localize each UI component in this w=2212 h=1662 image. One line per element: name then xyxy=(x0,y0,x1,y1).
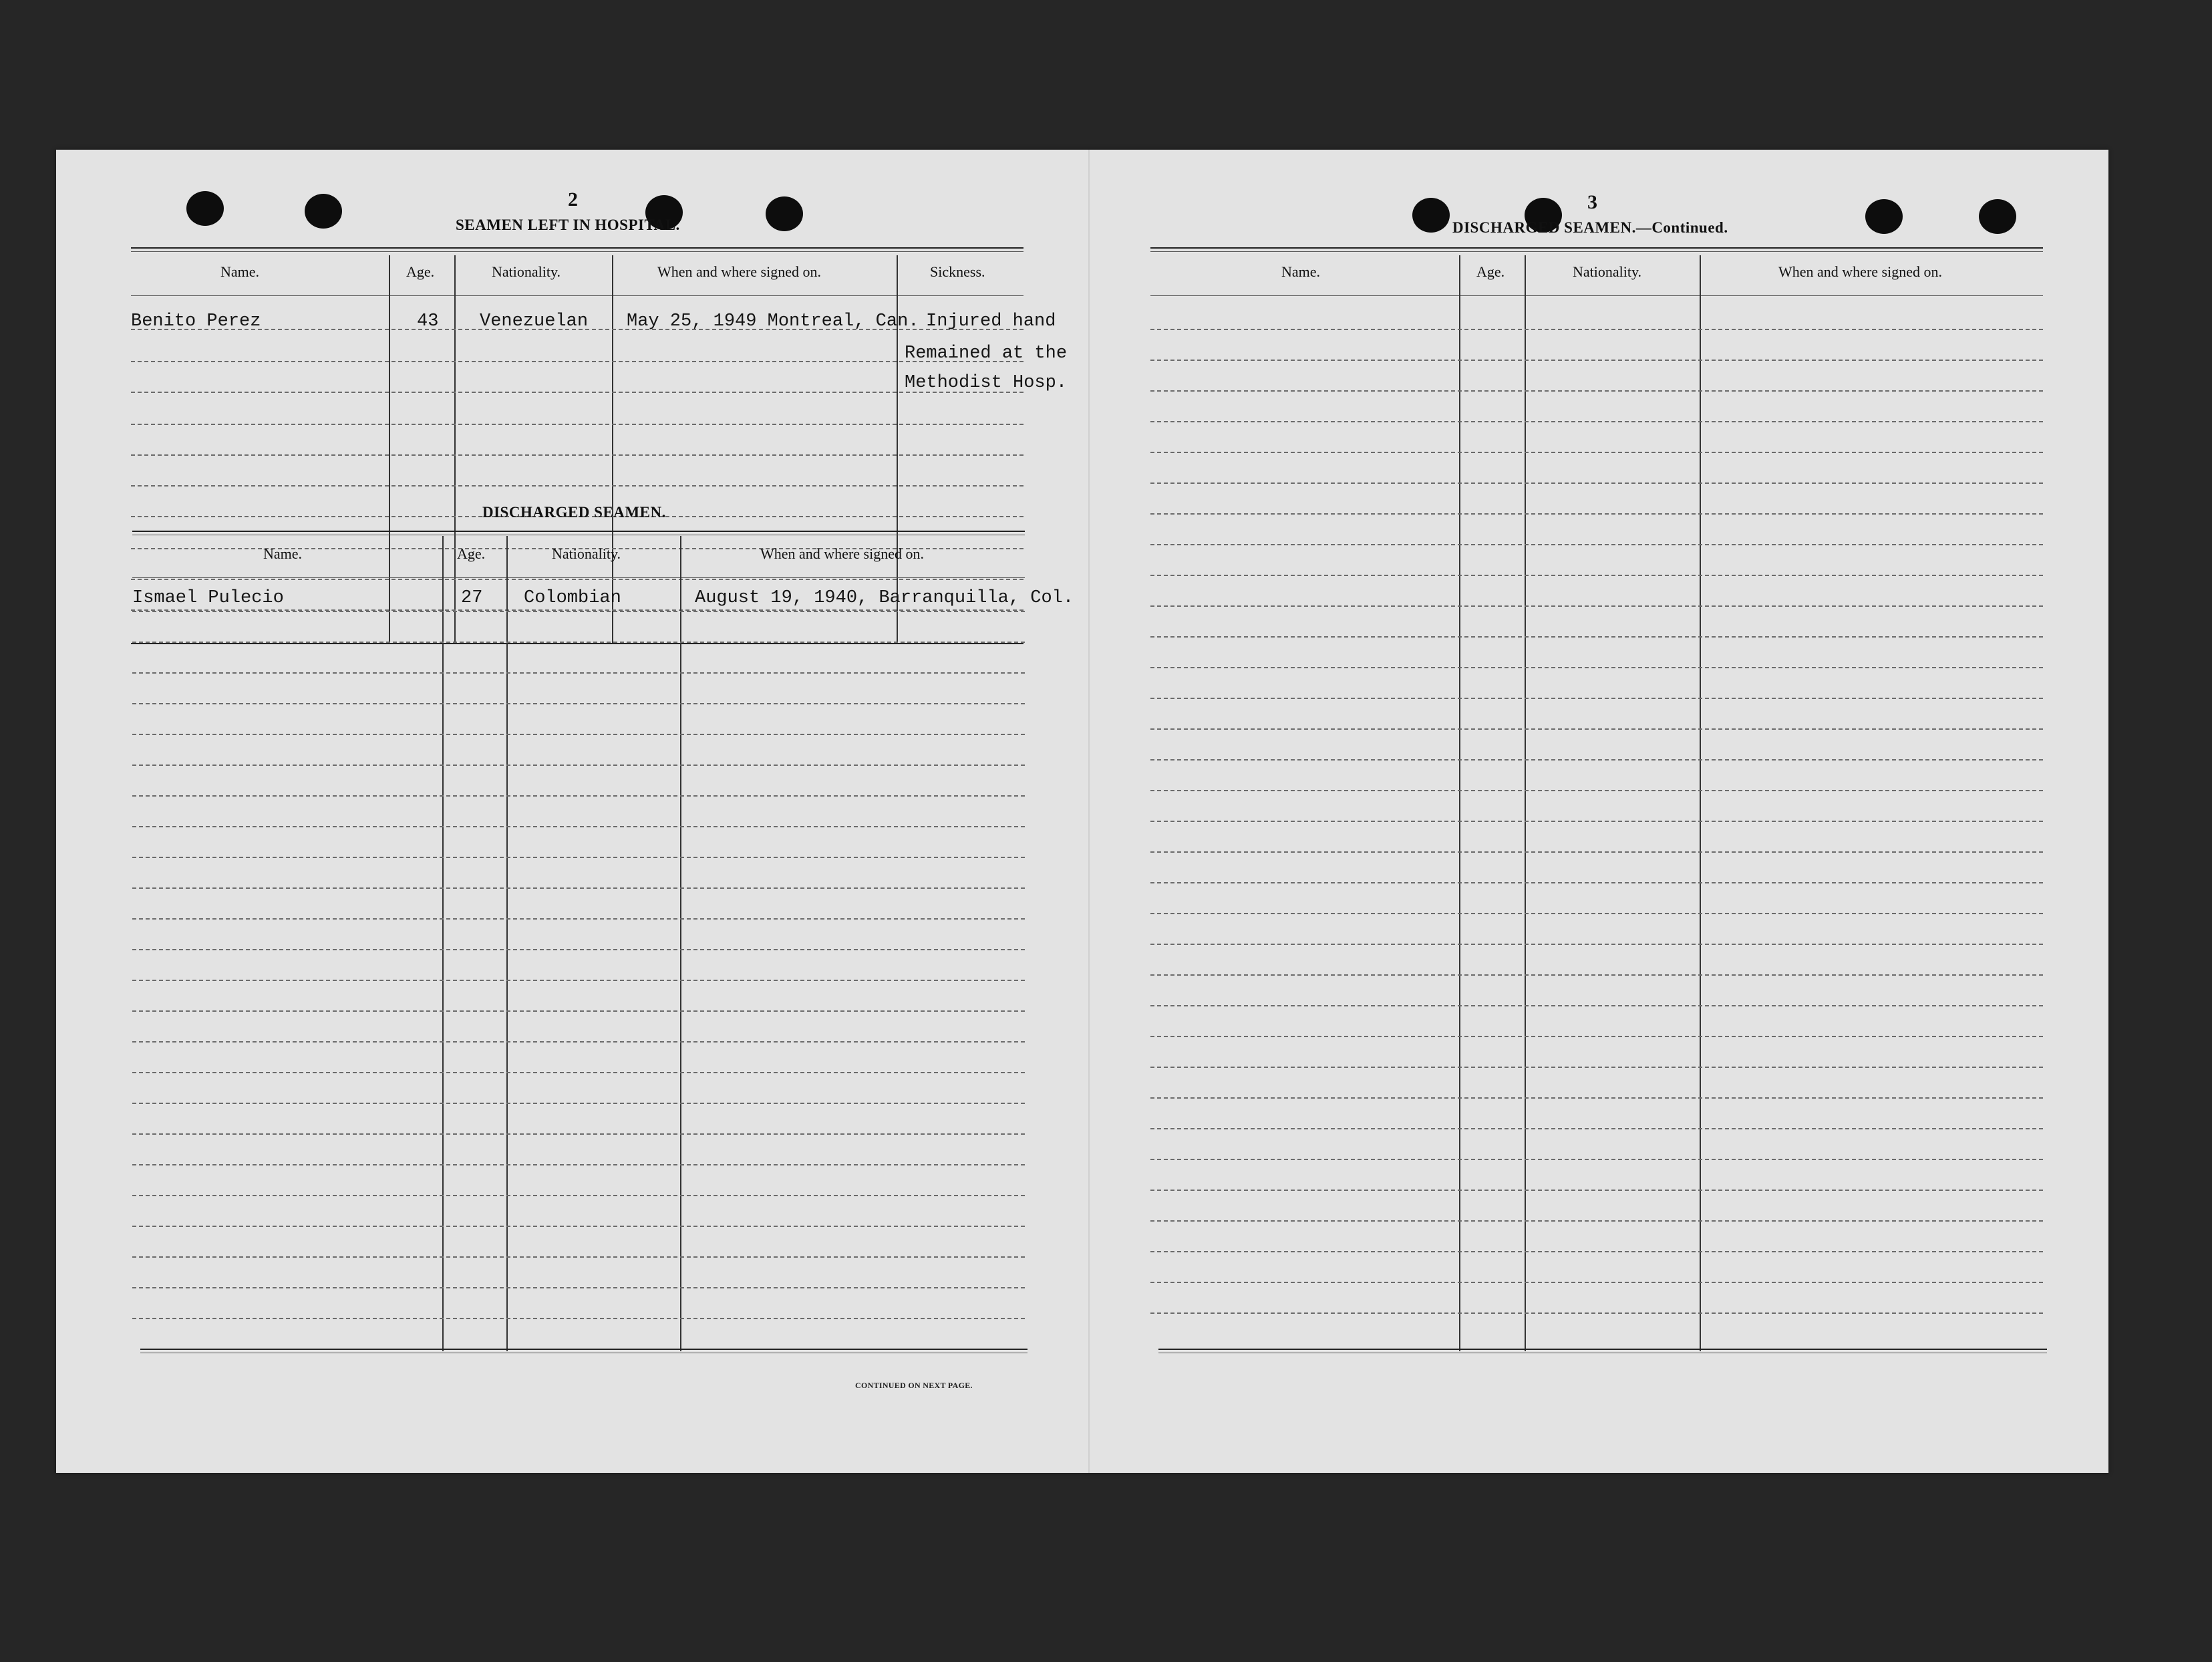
dashed-rule xyxy=(1150,944,2043,945)
dashed-rule xyxy=(132,857,1025,858)
continued-note: CONTINUED ON NEXT PAGE. xyxy=(855,1381,973,1390)
dashed-rule xyxy=(131,424,1023,425)
seaman-nationality: Colombian xyxy=(524,588,621,608)
page-number: 2 xyxy=(568,188,578,211)
dashed-rule xyxy=(131,392,1023,393)
discharged-section-title: DISCHARGED SEAMEN. xyxy=(482,504,666,521)
dashed-rule xyxy=(132,642,1025,643)
dashed-rule xyxy=(1150,728,2043,730)
column-divider xyxy=(1525,255,1526,1351)
dashed-rule xyxy=(131,454,1023,456)
col-header-signed-on: When and where signed on. xyxy=(657,263,821,280)
dashed-rule xyxy=(1150,636,2043,638)
dashed-rule xyxy=(1150,360,2043,361)
dashed-rule xyxy=(1150,544,2043,545)
dashed-rule xyxy=(1150,390,2043,392)
dashed-rule xyxy=(1150,329,2043,330)
column-divider xyxy=(389,255,390,643)
column-divider xyxy=(454,255,456,643)
dashed-rule xyxy=(1150,1067,2043,1068)
dashed-rule xyxy=(132,765,1025,766)
col-header-name: Name. xyxy=(220,263,260,280)
col-header-name: Name. xyxy=(1281,263,1321,280)
dashed-rule xyxy=(132,1010,1025,1012)
dashed-rule xyxy=(1150,1251,2043,1252)
punch-hole xyxy=(1979,199,2016,234)
column-divider xyxy=(1700,255,1701,1351)
dashed-rule xyxy=(1150,1190,2043,1191)
dashed-rule xyxy=(132,949,1025,950)
col-header-age: Age. xyxy=(406,263,435,280)
col-header-nationality: Nationality. xyxy=(552,545,621,562)
column-divider xyxy=(506,536,508,1351)
seaman-sickness-line: Methodist Hosp. xyxy=(905,373,1068,393)
dashed-rule xyxy=(1150,974,2043,976)
hospital-section-title: SEAMEN LEFT IN HOSPITAL. xyxy=(456,217,680,233)
dashed-rule xyxy=(132,980,1025,981)
dashed-rule xyxy=(132,703,1025,704)
dashed-rule xyxy=(132,734,1025,735)
seaman-name: Benito Perez xyxy=(131,311,261,331)
punch-hole xyxy=(1412,198,1450,233)
dashed-rule xyxy=(132,1256,1025,1258)
dashed-rule xyxy=(1150,913,2043,914)
punch-hole xyxy=(766,196,803,231)
dashed-rule xyxy=(1150,1312,2043,1314)
seaman-sickness-line: Remained at the xyxy=(905,343,1068,364)
dashed-rule xyxy=(1150,790,2043,791)
seaman-signed-on: May 25, 1949 Montreal, Can. xyxy=(627,311,919,331)
col-header-name: Name. xyxy=(263,545,303,562)
page-fold xyxy=(1088,150,1090,1473)
table-rule xyxy=(140,1349,1028,1350)
table-rule xyxy=(131,251,1023,252)
table-rule xyxy=(1150,295,2043,296)
dashed-rule xyxy=(1150,1282,2043,1283)
column-divider xyxy=(612,255,613,643)
table-rule xyxy=(131,643,1023,644)
dashed-rule xyxy=(1150,452,2043,453)
dashed-rule xyxy=(132,887,1025,889)
column-divider xyxy=(1459,255,1460,1351)
table-rule xyxy=(132,531,1025,532)
dashed-rule xyxy=(1150,1159,2043,1160)
table-rule xyxy=(1150,251,2043,252)
table-rule xyxy=(131,295,1023,296)
col-header-signed-on: When and where signed on. xyxy=(1778,263,1942,280)
page-number: 3 xyxy=(1587,191,1597,213)
seaman-sickness-line: Injured hand xyxy=(926,311,1056,331)
dashed-rule xyxy=(132,672,1025,674)
dashed-rule xyxy=(132,1195,1025,1196)
dashed-rule xyxy=(1150,698,2043,699)
punch-hole xyxy=(186,191,224,226)
col-header-signed-on: When and where signed on. xyxy=(760,545,924,562)
table-rule xyxy=(1150,247,2043,249)
column-divider xyxy=(680,536,681,1351)
seaman-signed-on: August 19, 1940, Barranquilla, Col. xyxy=(695,588,1074,608)
col-header-sickness: Sickness. xyxy=(930,263,985,280)
dashed-rule xyxy=(1150,821,2043,822)
dashed-rule xyxy=(1150,575,2043,576)
dashed-rule xyxy=(131,485,1023,487)
dashed-rule xyxy=(1150,1005,2043,1006)
document-spread xyxy=(56,150,2108,1473)
dashed-rule xyxy=(132,918,1025,920)
dashed-rule xyxy=(132,795,1025,797)
dashed-rule xyxy=(1150,482,2043,484)
dashed-rule xyxy=(1150,1128,2043,1129)
dashed-rule xyxy=(132,1103,1025,1104)
dashed-rule xyxy=(1150,882,2043,883)
column-divider xyxy=(442,536,444,1351)
dashed-rule xyxy=(1150,851,2043,853)
col-header-age: Age. xyxy=(1476,263,1505,280)
dashed-rule xyxy=(132,826,1025,827)
col-header-nationality: Nationality. xyxy=(492,263,561,280)
dashed-rule xyxy=(131,579,1023,580)
dashed-rule xyxy=(1150,1220,2043,1222)
punch-hole xyxy=(305,194,342,229)
dashed-rule xyxy=(132,1287,1025,1288)
seaman-age: 27 xyxy=(461,588,483,608)
seaman-age: 43 xyxy=(417,311,439,331)
table-rule xyxy=(1158,1349,2047,1350)
continued-section-title: DISCHARGED SEAMEN.—Continued. xyxy=(1452,219,1728,236)
dashed-rule xyxy=(1150,1097,2043,1099)
dashed-rule xyxy=(1150,421,2043,422)
table-rule xyxy=(131,247,1023,249)
dashed-rule xyxy=(132,1318,1025,1319)
dashed-rule xyxy=(132,1226,1025,1227)
dashed-rule xyxy=(132,1164,1025,1165)
seaman-name: Ismael Pulecio xyxy=(132,588,284,608)
seaman-nationality: Venezuelan xyxy=(480,311,589,331)
dashed-rule xyxy=(132,611,1025,612)
dashed-rule xyxy=(131,361,1023,362)
dashed-rule xyxy=(1150,605,2043,607)
dashed-rule xyxy=(1150,759,2043,760)
dashed-rule xyxy=(1150,667,2043,668)
col-header-nationality: Nationality. xyxy=(1573,263,1642,280)
dashed-rule xyxy=(132,1041,1025,1043)
dashed-rule xyxy=(1150,513,2043,515)
dashed-rule xyxy=(132,1133,1025,1135)
col-header-age: Age. xyxy=(457,545,486,562)
dashed-rule xyxy=(132,1072,1025,1073)
punch-hole xyxy=(1865,199,1903,234)
dashed-rule xyxy=(1150,1036,2043,1037)
table-rule xyxy=(132,577,1025,578)
